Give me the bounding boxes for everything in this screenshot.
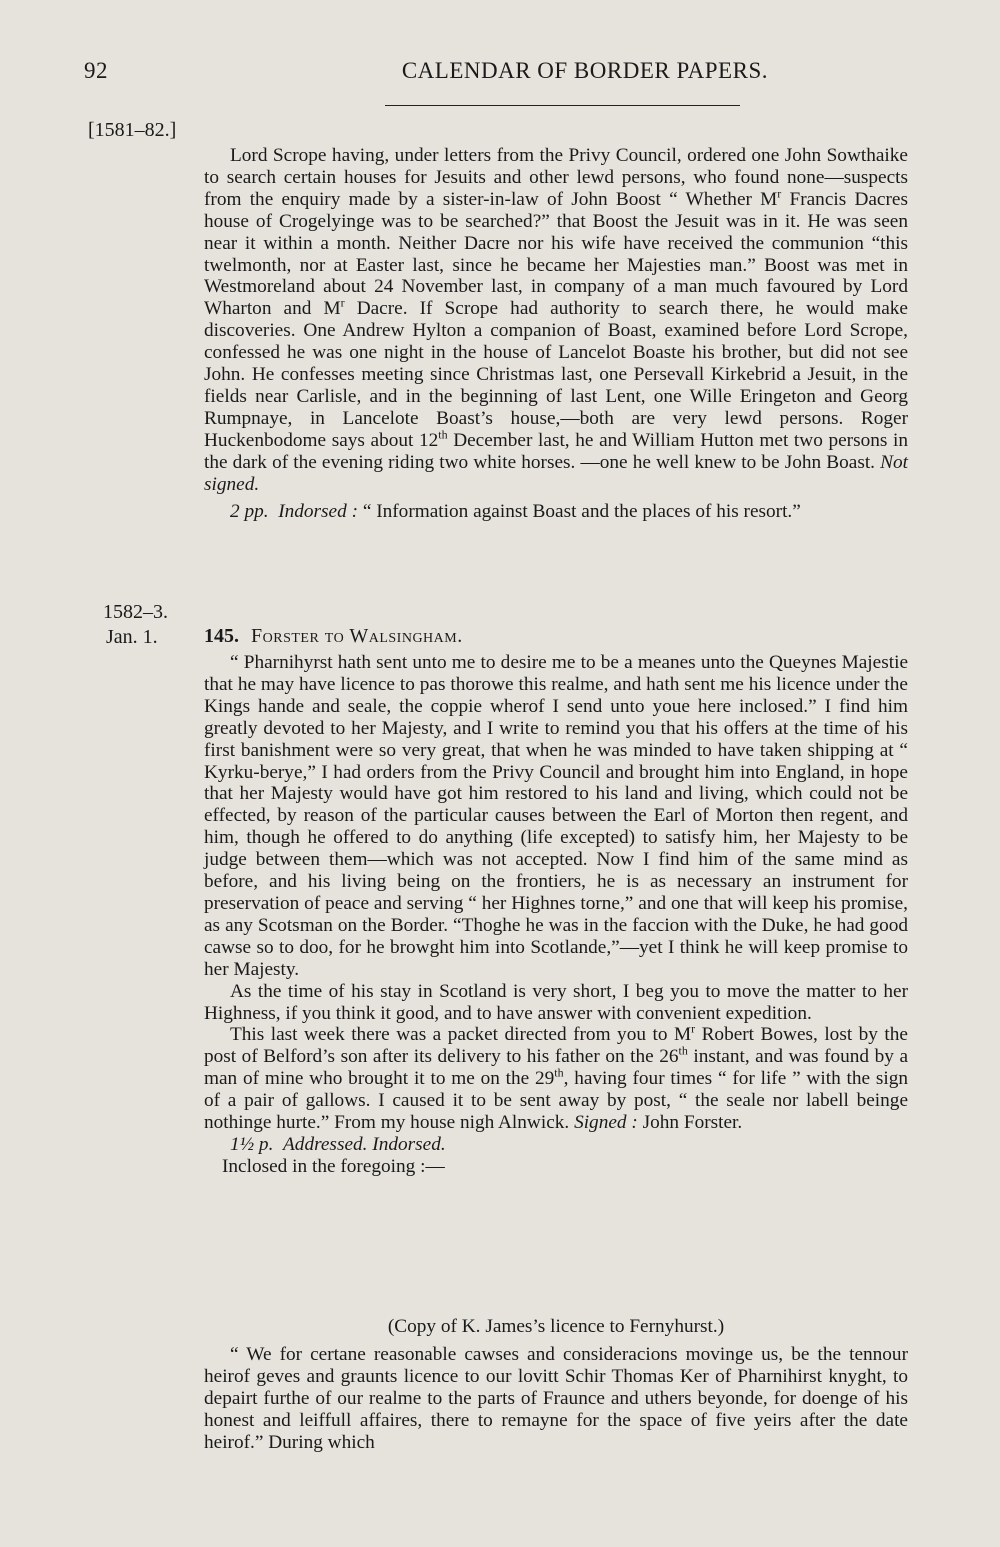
header-rule — [385, 105, 740, 106]
body-text: Robert Bowes, lost by the post of Belford’s son after its delivery to his father on the 26 — [204, 1024, 908, 1068]
paragraph-1: “ Pharnihyrst hath sent unto me to desire me to be a meanes unto the Queynes Majestie that he may have licence to pas thorowe this realme, and hath sent me his licence under the Kings hande and seale, the coppie wherof I send unto youe here inclosed.” I find him greatly devoted to her Majesty, and I write to remind you that his offers at the time of his first banishment were so very great, that when he was minded to have taken shipping at “ Kyrku-berye,” I had orders from the Privy Council and brought him into England, in hope that her Majesty would have got him restored to his land and living, which could not be effected, by reason of the particular causes between the Earl of Morton then regent, and him, though he offered to do anything (life excepted) to satisfy him, her Majesty to be judge between them—which was not accepted. Now I find him of the same mind as before, and his living being on the frontiers, he is as necessary an instrument for preservation of peace and serving “ her Highnes torne,” and one that will keep his promise, as any Scotsman on the Border. “Thoghe he was in the faccion with the Duke, he had good cawse so to doo, for he browght him into Scotlande,”—yet I think he will keep promise to her Majesty. — [204, 652, 908, 980]
addressed-indorsed: Addressed. Indorsed. — [283, 1133, 446, 1155]
page-count: 2 pp. — [230, 500, 269, 522]
body-text: December last, he and William Hutton met two persons in the dark of the evening riding two white horses. —one he well knew to be John Boast. — [204, 429, 908, 473]
superscript: r — [777, 186, 782, 201]
entry-145-heading — [204, 625, 463, 648]
signed-label: Signed : — [574, 1112, 638, 1134]
copy-licence-text: “ We for certane reasonable cawses and consideracions movinge us, be the tennour heirof geves and graunts licence to our lovitt Schir Thomas Ker of Pharnihirst knyght, to depairt furthe of our realme to the parts of Fraunce and uthers beyonde, for doenge of his honest and leiffull affaires, there to remayne for the space of five yeirs after the date heirof.” During which — [204, 1344, 908, 1453]
body-text: instant, and was found by a man of mine who brought it to me on the 29 — [204, 1046, 908, 1090]
page-number: 92 — [84, 58, 108, 83]
copy-heading: (Copy of K. James’s licence to Fernyhurst.) — [387, 1316, 725, 1337]
endorsed-label: Indorsed : — [278, 500, 358, 522]
margin-date-jan: Jan. 1. — [106, 626, 158, 648]
not-signed-note: Not signed. — [204, 451, 908, 495]
body-text: Lord Scrope having, under letters from the Privy Council, ordered one John Sowthaike to search certain houses for Jesuits and other lewd persons, who found none—suspects from the enquiry made by a sister-in-law of John Boost “ Whether M — [204, 145, 908, 210]
superscript: r — [340, 295, 345, 310]
margin-year-1582: 1582–3. — [103, 601, 168, 623]
entry-prev-endorsement — [204, 501, 908, 523]
superscript: th — [438, 427, 448, 442]
margin-date-1581: [1581–82.] — [88, 119, 177, 141]
body-text: Francis Dacres house of Crogelyinge was to be searched?” that Boost the Jesuit was in it. He was seen near it within a month. Neither Dacre nor his wife have received the communion “this twelmonth, nor at Easter last, since he became her Majesties man.” Boost was met in Westmoreland about 24 November last, in company of a man much favoured by Lord Wharton and M — [204, 188, 908, 320]
paragraph-2: As the time of his stay in Scotland is very short, I beg you to move the matter to her Highness, if you think it good, and to have answer with convenient expedition. — [204, 980, 908, 1024]
entry-prev-body — [204, 145, 908, 496]
entry-145-body — [204, 652, 908, 1178]
body-text: Dacre. If Scrope had authority to search there, he would make discoveries. One Andrew Hylton a companion of Boast, examined before Lord Scrope, confessed he was one night in the house of Lancelot Boaste his brother, but did not see John. He confesses meeting since Christmas last, one Persevall Kirkebrid a Jesuit, in the fields near Carlisle, and in the beginning of last Lent, one Wille Eringeton and Georg Rumpnaye, in Lancelote Boast’s house,—both are very lewd persons. Roger Huckenbodome says about 12 — [204, 298, 908, 451]
entry-title: Forster to Walsingham. — [251, 625, 463, 647]
endorsement-text: “ Information against Boast and the places of his resort.” — [358, 500, 801, 522]
superscript: th — [554, 1065, 564, 1080]
page-count: 1½ p. — [230, 1133, 274, 1155]
endorsement-line — [204, 1134, 908, 1156]
paragraph-3 — [204, 1021, 908, 1134]
inclosed-line: Inclosed in the foregoing :— — [222, 1155, 445, 1177]
entry-number: 145. — [204, 625, 239, 647]
body-text: , having four times “ for life ” with the sign of a pair of gallows. I caused it to be sent away by post, “ the seale nor labell beinge nothinge hurte.” From my house nigh Alnwick. — [204, 1068, 908, 1134]
superscript: th — [678, 1043, 688, 1058]
superscript: r — [691, 1021, 696, 1036]
signer-name: John Forster. — [637, 1112, 743, 1134]
entry-prev — [204, 145, 908, 522]
body-text: This last week there was a packet directed from you to M — [230, 1024, 692, 1046]
running-title: CALENDAR OF BORDER PAPERS. — [401, 58, 768, 83]
copy-licence — [204, 1344, 908, 1454]
